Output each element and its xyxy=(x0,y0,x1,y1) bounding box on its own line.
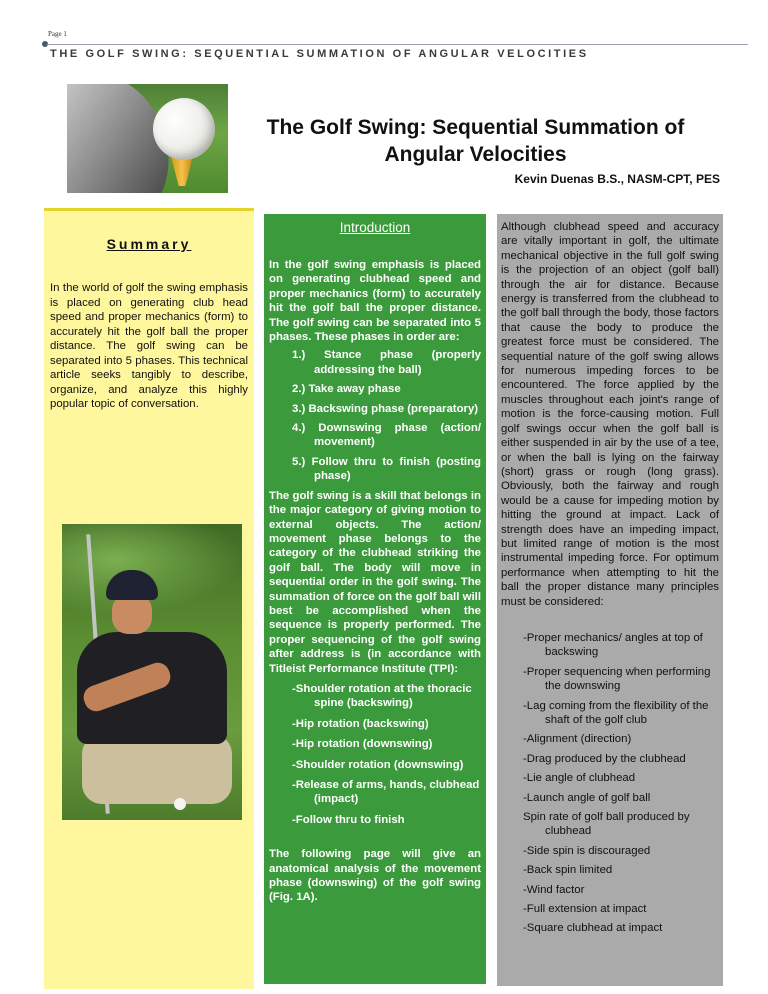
list-item: -Shoulder rotation (downswing) xyxy=(292,758,464,771)
page-number: Page 1 xyxy=(48,30,67,38)
list-item: Spin rate of golf ball produced by clubhead xyxy=(523,811,690,838)
list-item: 2.) Take away phase xyxy=(292,383,401,396)
golf-ball-photo xyxy=(67,84,228,193)
list-item: -Hip rotation (backswing) xyxy=(292,717,429,730)
golf-ball-shape xyxy=(153,98,215,160)
list-item: -Alignment (direction) xyxy=(523,733,632,746)
list-item: 4.) Downswing phase (action/ movement) xyxy=(292,422,481,449)
list-item: -Release of arms, hands, clubhead (impact) xyxy=(292,779,480,806)
running-head: THE GOLF SWING: SEQUENTIAL SUMMATION OF ANGULAR VELOCITIES xyxy=(50,48,589,60)
list-item: -Back spin limited xyxy=(523,864,613,877)
golfer-pants xyxy=(82,734,232,804)
summary-heading: Summary xyxy=(106,236,192,252)
mechanics-column xyxy=(497,214,723,986)
list-item: -Drag produced by the clubhead xyxy=(523,752,686,765)
list-item: 1.) Stance phase (properly addressing the ball) xyxy=(292,349,481,376)
intro-paragraph: In the golf swing emphasis is placed on generating clubhead speed and proper mechanics (form) to accurately hit the golf ball the proper distance. The golf swing can be separated into 5 phases. These phases in order are: xyxy=(269,259,481,344)
tee-shape xyxy=(171,156,193,186)
list-item: -Follow thru to finish xyxy=(292,813,405,826)
mechanics-paragraph: Although clubhead speed and accuracy are vitally important in golf, the ultimate mechanical objective in the full golf swing is the projection of an object (golf ball) through the air for distance. Because energy is transferred from the clubhead to the golf ball through the body, those factors that cause the body to produce the greatest force must be considered. The sequential nature of the golf swing allows for numerous impeding forces to be encountered. The force applied by the muscles throughout each joint's range of motion is the force-causing motion. Full golf swings occur when the golf ball is either suspended in air by the use of a tee, or when the ball is lying on the fairway (short) grass or rough (long grass). Obviously, both the fairway and rough would be a cause for impeding motion by hitting the ground at impact. Lack of strength does have an impeding impact, but limited range of motion is the most instrumental impeding force. For optimum performance when attempting to hit the ball the proper distance many principles must be considered: xyxy=(501,221,719,608)
summary-text: In the world of golf the swing emphasis is placed on generating club head speed and proper mechanics (form) to accurately hit the golf ball the proper distance. The golf swing can be separated into 5 phases. This technical article seeks tangibly to describe, organize, and analyze this highly popular topic of conversation. xyxy=(50,282,248,410)
principles-list xyxy=(501,631,719,936)
list-item: -Hip rotation (downswing) xyxy=(292,738,433,751)
author-byline: Kevin Duenas B.S., NASM-CPT, PES xyxy=(514,172,720,186)
list-item: -Proper mechanics/ angles at top of backswing xyxy=(523,631,703,659)
article-title: The Golf Swing: Sequential Summation of Angular Velocities xyxy=(266,116,685,166)
tpi-sequence-list xyxy=(269,682,481,827)
mechanics-body xyxy=(501,220,719,941)
introduction-heading: Introduction xyxy=(339,220,411,235)
introduction-column xyxy=(264,214,486,984)
list-item: 5.) Follow thru to finish (posting phase) xyxy=(292,455,481,483)
skill-paragraph: The golf swing is a skill that belongs in the major category of giving motion to external objects. The action/ movement phase belongs to the category of the clubhead striking the golf ball. The body will move in sequential order in the golf swing. The summation of force on the golf ball will best be accomplished when the sequence is properly performed. The proper sequencing of the golf swing after address is (in accordance with Titleist Performance Institute (TPI): xyxy=(269,489,481,675)
closing-paragraph: The following page will give an anatomical analysis of the movement phase (downswing) of the golf swing (Fig. 1A). xyxy=(269,848,481,904)
list-item: -Proper sequencing when performing the downswing xyxy=(523,665,711,693)
phase-list xyxy=(269,348,481,483)
list-item: -Lie angle of clubhead xyxy=(523,772,636,785)
list-item: -Square clubhead at impact xyxy=(523,922,663,935)
list-item: -Side spin is discouraged xyxy=(523,844,651,857)
list-item: -Full extension at impact xyxy=(523,903,647,916)
list-item: -Launch angle of golf ball xyxy=(523,791,651,804)
golf-ball-on-green xyxy=(174,798,186,810)
list-item: -Lag coming from the flexibility of the shaft of the golf club xyxy=(523,699,709,726)
header-rule xyxy=(47,44,748,45)
golfer-photo xyxy=(62,524,242,820)
introduction-body xyxy=(269,258,481,905)
list-item: -Shoulder rotation at the thoracic spine (backswing) xyxy=(292,682,472,710)
golfer-face xyxy=(112,594,152,634)
list-item: 3.) Backswing phase (preparatory) xyxy=(292,402,479,415)
list-item: -Wind factor xyxy=(523,883,585,896)
